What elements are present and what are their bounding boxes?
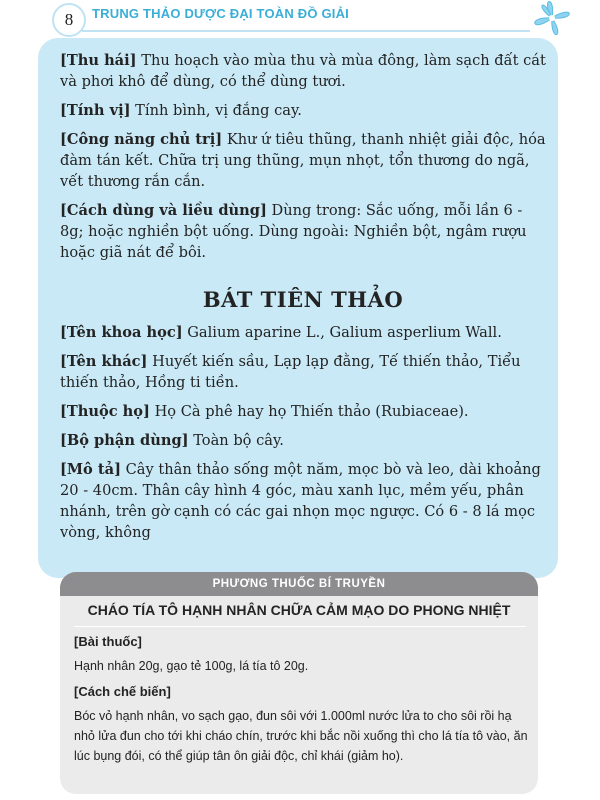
label-ten-khoa-hoc: [Tên khoa học] — [60, 324, 183, 341]
paragraph-ten-khoa-hoc — [60, 322, 546, 343]
text-thu-hai: Thu hoạch vào mùa thu và mùa đông, làm sạch đất cát và phơi khô để dùng, có thể dùng tươi. — [60, 52, 546, 90]
label-ten-khac: [Tên khác] — [60, 353, 148, 370]
page-number: 8 — [52, 3, 86, 37]
paragraph-thuoc-ho — [60, 401, 546, 422]
section-title: BÁT TIÊN THẢO — [202, 287, 404, 312]
paragraph-cong-nang — [60, 129, 546, 192]
method-text: Bóc vỏ hạnh nhân, vo sạch gạo, đun sôi với 1.000ml nước lửa to cho sôi rồi hạ nhỏ lửa đun cho tới khi cháo chín, trước khi bắc nồi xuống thì cho lá tía tô vào, ăn lúc bụng đói, có thể giúp tân ôn giải độc, chỉ khái (giảm ho). — [74, 709, 528, 763]
recipe-header: PHƯƠNG THUỐC BÍ TRUYỀN — [60, 572, 538, 596]
paragraph-tinh-vi — [60, 100, 546, 121]
page-header — [0, 0, 600, 36]
text-cach-dung: Dùng trong: Sắc uống, mỗi lần 6 - 8g; hoặc nghiền bột uống. Dùng ngoài: Nghiền bột, ngâm rượu hoặc giã nát để bôi. — [60, 202, 527, 261]
remedy-label: [Bài thuốc] — [74, 634, 142, 649]
remedy-text: Hạnh nhân 20g, gạo tẻ 100g, lá tía tô 20g. — [74, 659, 309, 673]
label-cach-dung: [Cách dùng và liều dùng] — [60, 202, 267, 219]
method-label: [Cách chế biến] — [74, 684, 171, 699]
header-rule — [82, 30, 530, 32]
main-text — [60, 50, 546, 551]
text-thuoc-ho: Họ Cà phê hay họ Thiến thảo (Rubiaceae). — [149, 403, 469, 420]
text-mo-ta: Cây thân thảo sống một năm, mọc bò và leo, dài khoảng 20 - 40cm. Thân cây hình 4 góc, màu xanh lục, mềm yếu, phân nhánh, trên gờ cạnh có các gai nhọn mọc ngược. Có 6 - 8 lá mọc vòng, không — [60, 461, 541, 541]
text-bo-phan-dung: Toàn bộ cây. — [188, 432, 284, 449]
text-tinh-vi: Tính bình, vị đắng cay. — [130, 102, 302, 119]
label-bo-phan-dung: [Bộ phận dùng] — [60, 432, 189, 449]
recipe-title: CHÁO TÍA TÔ HẠNH NHÂN CHỮA CẢM MẠO DO PHONG NHIỆT — [87, 602, 511, 618]
paragraph-ten-khac — [60, 351, 546, 393]
recipe-divider — [74, 626, 526, 627]
label-cong-nang: [Công năng chủ trị] — [60, 131, 223, 148]
recipe-body — [74, 632, 530, 772]
paragraph-cach-dung — [60, 200, 546, 263]
label-mo-ta: [Mô tả] — [60, 461, 121, 478]
paragraph-bo-phan-dung — [60, 430, 546, 451]
text-ten-khac: Huyết kiến sầu, Lạp lạp đằng, Tế thiến thảo, Tiểu thiến thảo, Hồng ti tiền. — [60, 353, 521, 391]
label-tinh-vi: [Tính vị] — [60, 102, 131, 119]
flower-ornament-icon — [522, 0, 582, 42]
paragraph-thu-hai — [60, 50, 546, 92]
paragraph-mo-ta — [60, 459, 546, 543]
text-cong-nang: Khư ứ tiêu thũng, thanh nhiệt giải độc, hóa đàm tán kết. Chữa trị ung thũng, mụn nhọt, tổn thương do ngã, vết thương rắn cắn. — [60, 131, 546, 190]
text-ten-khoa-hoc: Galium aparine L., Galium asperlium Wall. — [182, 324, 502, 341]
running-title: TRUNG THẢO DƯỢC ĐẠI TOÀN ĐỒ GIẢI — [92, 6, 349, 21]
label-thuoc-ho: [Thuộc họ] — [60, 403, 150, 420]
label-thu-hai: [Thu hái] — [60, 52, 137, 69]
